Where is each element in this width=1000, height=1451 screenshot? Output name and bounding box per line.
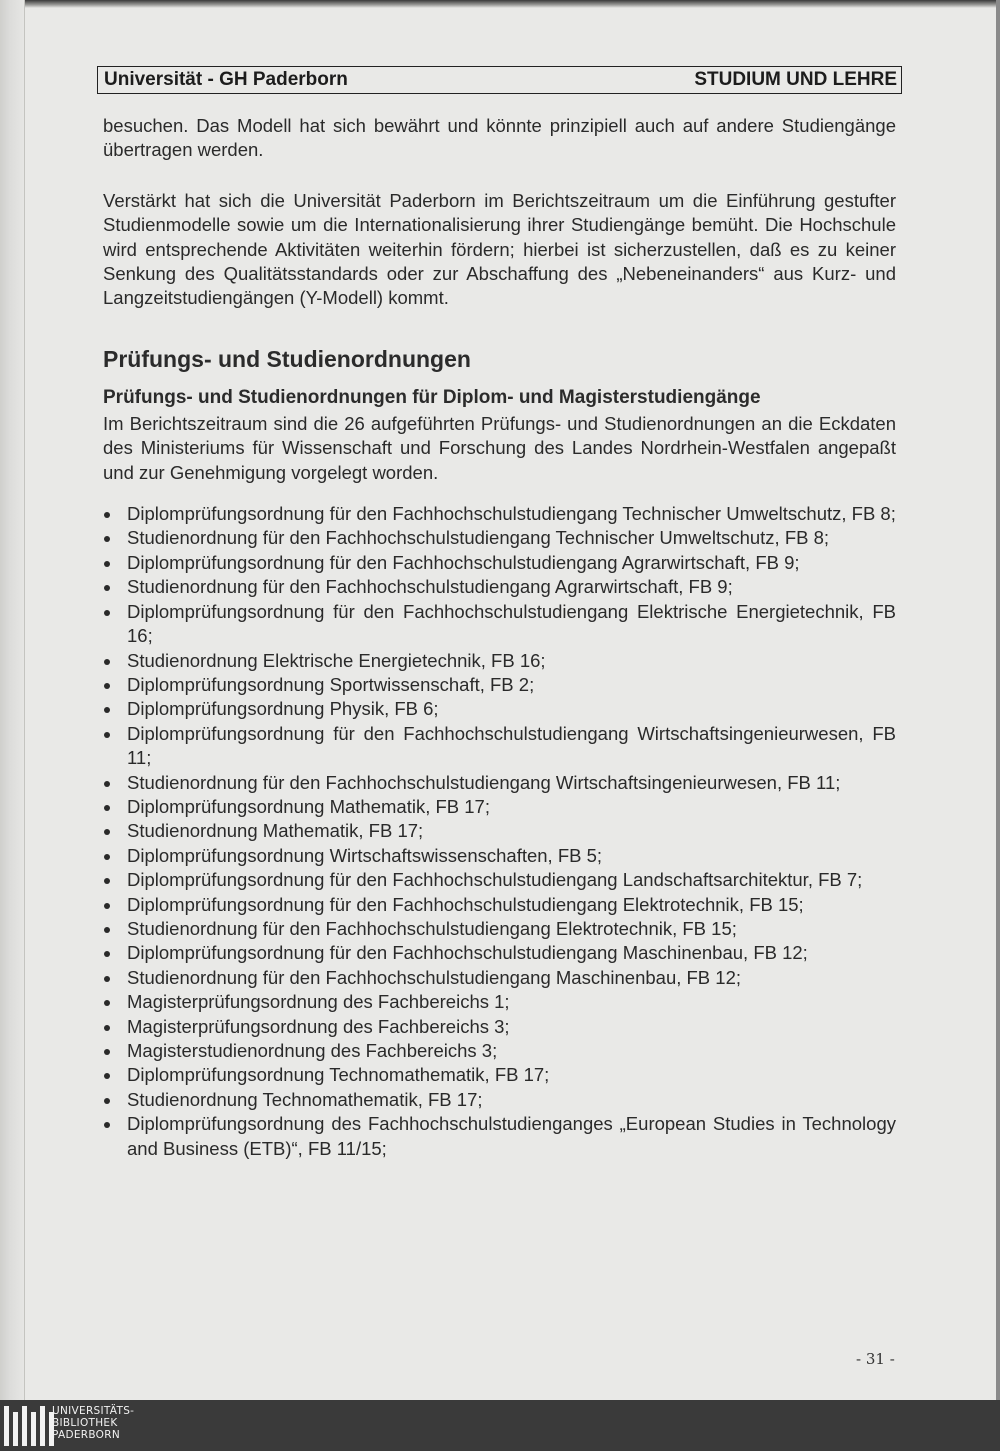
list-item: Magisterstudienordnung des Fachbereichs 3; [103, 1039, 896, 1063]
list-item: Studienordnung Technomathematik, FB 17; [103, 1088, 896, 1112]
page-number: - 31 - [856, 1350, 895, 1368]
list-item: Studienordnung für den Fachhochschulstudiengang Maschinenbau, FB 12; [103, 966, 896, 990]
list-item: Diplomprüfungsordnung für den Fachhochschulstudiengang Agrarwirtschaft, FB 9; [103, 551, 896, 575]
header-institution: Universität - GH Paderborn [104, 69, 348, 90]
section-intro: Im Berichtszeitraum sind die 26 aufgeführten Prüfungs- und Studienordnungen an die Eckdaten des Ministeriums für Wissenschaft und Forschung des Landes Nordrhein-Westfalen angepaßt und zur Genehmigung vorgelegt worden. [103, 412, 896, 483]
paragraph-stufung: Verstärkt hat sich die Universität Paderborn im Berichtszeitraum um die Einführung gestufter Studienmodelle sowie um die Internationalisierung ihrer Studiengänge bemüht. Die Hochschule wird entsprechende Aktivitäten weiterhin fördern; hierbei ist sicherzustellen, daß es zu keiner Senkung des Qualitätsstandards oder zur Abschaffung des „Nebeneinanders“ aus Kurz- und Langzeitstudiengängen (Y-Modell) kommt. [103, 189, 896, 309]
list-item: Diplomprüfungsordnung für den Fachhochschulstudiengang Elektrotechnik, FB 15; [103, 893, 896, 917]
list-item: Studienordnung für den Fachhochschulstudiengang Wirtschaftsingenieurwesen, FB 11; [103, 771, 896, 795]
library-footer [0, 1400, 1000, 1451]
library-logo-text [52, 1405, 134, 1441]
section-heading: Prüfungs- und Studienordnungen [103, 345, 471, 372]
list-item: Magisterprüfungsordnung des Fachbereichs 3; [103, 1015, 896, 1039]
logo-line: PADERBORN [52, 1429, 120, 1441]
list-item: Studienordnung für den Fachhochschulstudiengang Elektrotechnik, FB 15; [103, 917, 896, 941]
page-content [103, 114, 896, 1161]
logo-line: UNIVERSITÄTS- [52, 1405, 135, 1417]
list-item: Studienordnung für den Fachhochschulstudiengang Technischer Umweltschutz, FB 8; [103, 526, 896, 550]
list-item: Diplomprüfungsordnung Wirtschaftswissenschaften, FB 5; [103, 844, 896, 868]
list-item: Diplomprüfungsordnung für den Fachhochschulstudiengang Elektrische Energietechnik, FB 16; [103, 600, 896, 649]
running-header [97, 66, 902, 94]
list-item: Studienordnung für den Fachhochschulstudiengang Agrarwirtschaft, FB 9; [103, 575, 896, 599]
list-item: Diplomprüfungsordnung Sportwissenschaft, FB 2; [103, 673, 896, 697]
list-item: Diplomprüfungsordnung für den Fachhochschulstudiengang Landschaftsarchitektur, FB 7; [103, 868, 896, 892]
subsection-heading: Prüfungs- und Studienordnungen für Diplom- und Magisterstudiengänge [103, 386, 761, 408]
list-item: Diplomprüfungsordnung für den Fachhochschulstudiengang Technischer Umweltschutz, FB 8; [103, 502, 896, 526]
list-item: Diplomprüfungsordnung für den Fachhochschulstudiengang Wirtschaftsingenieurwesen, FB 11; [103, 722, 896, 771]
logo-line: BIBLIOTHEK [52, 1417, 118, 1429]
list-item: Diplomprüfungsordnung des Fachhochschulstudienganges „European Studies in Technology and Business (ETB)“, FB 11/15; [103, 1112, 896, 1161]
list-item: Diplomprüfungsordnung Technomathematik, FB 17; [103, 1063, 896, 1087]
page-right-edge [996, 0, 1000, 1400]
list-item: Studienordnung Mathematik, FB 17; [103, 819, 896, 843]
list-item: Diplomprüfungsordnung Mathematik, FB 17; [103, 795, 896, 819]
list-item: Magisterprüfungsordnung des Fachbereichs 1; [103, 990, 896, 1014]
book-spine [0, 0, 25, 1400]
regulations-list [103, 502, 896, 1161]
list-item: Diplomprüfungsordnung Physik, FB 6; [103, 697, 896, 721]
header-section: STUDIUM UND LEHRE [694, 69, 897, 90]
list-item: Studienordnung Elektrische Energietechnik, FB 16; [103, 649, 896, 673]
library-logo-icon [4, 1406, 54, 1446]
list-item: Diplomprüfungsordnung für den Fachhochschulstudiengang Maschinenbau, FB 12; [103, 941, 896, 965]
paragraph-continuation: besuchen. Das Modell hat sich bewährt und könnte prinzipiell auch auf andere Studiengänge übertragen werden. [103, 115, 896, 161]
page-top-edge [0, 0, 1000, 8]
